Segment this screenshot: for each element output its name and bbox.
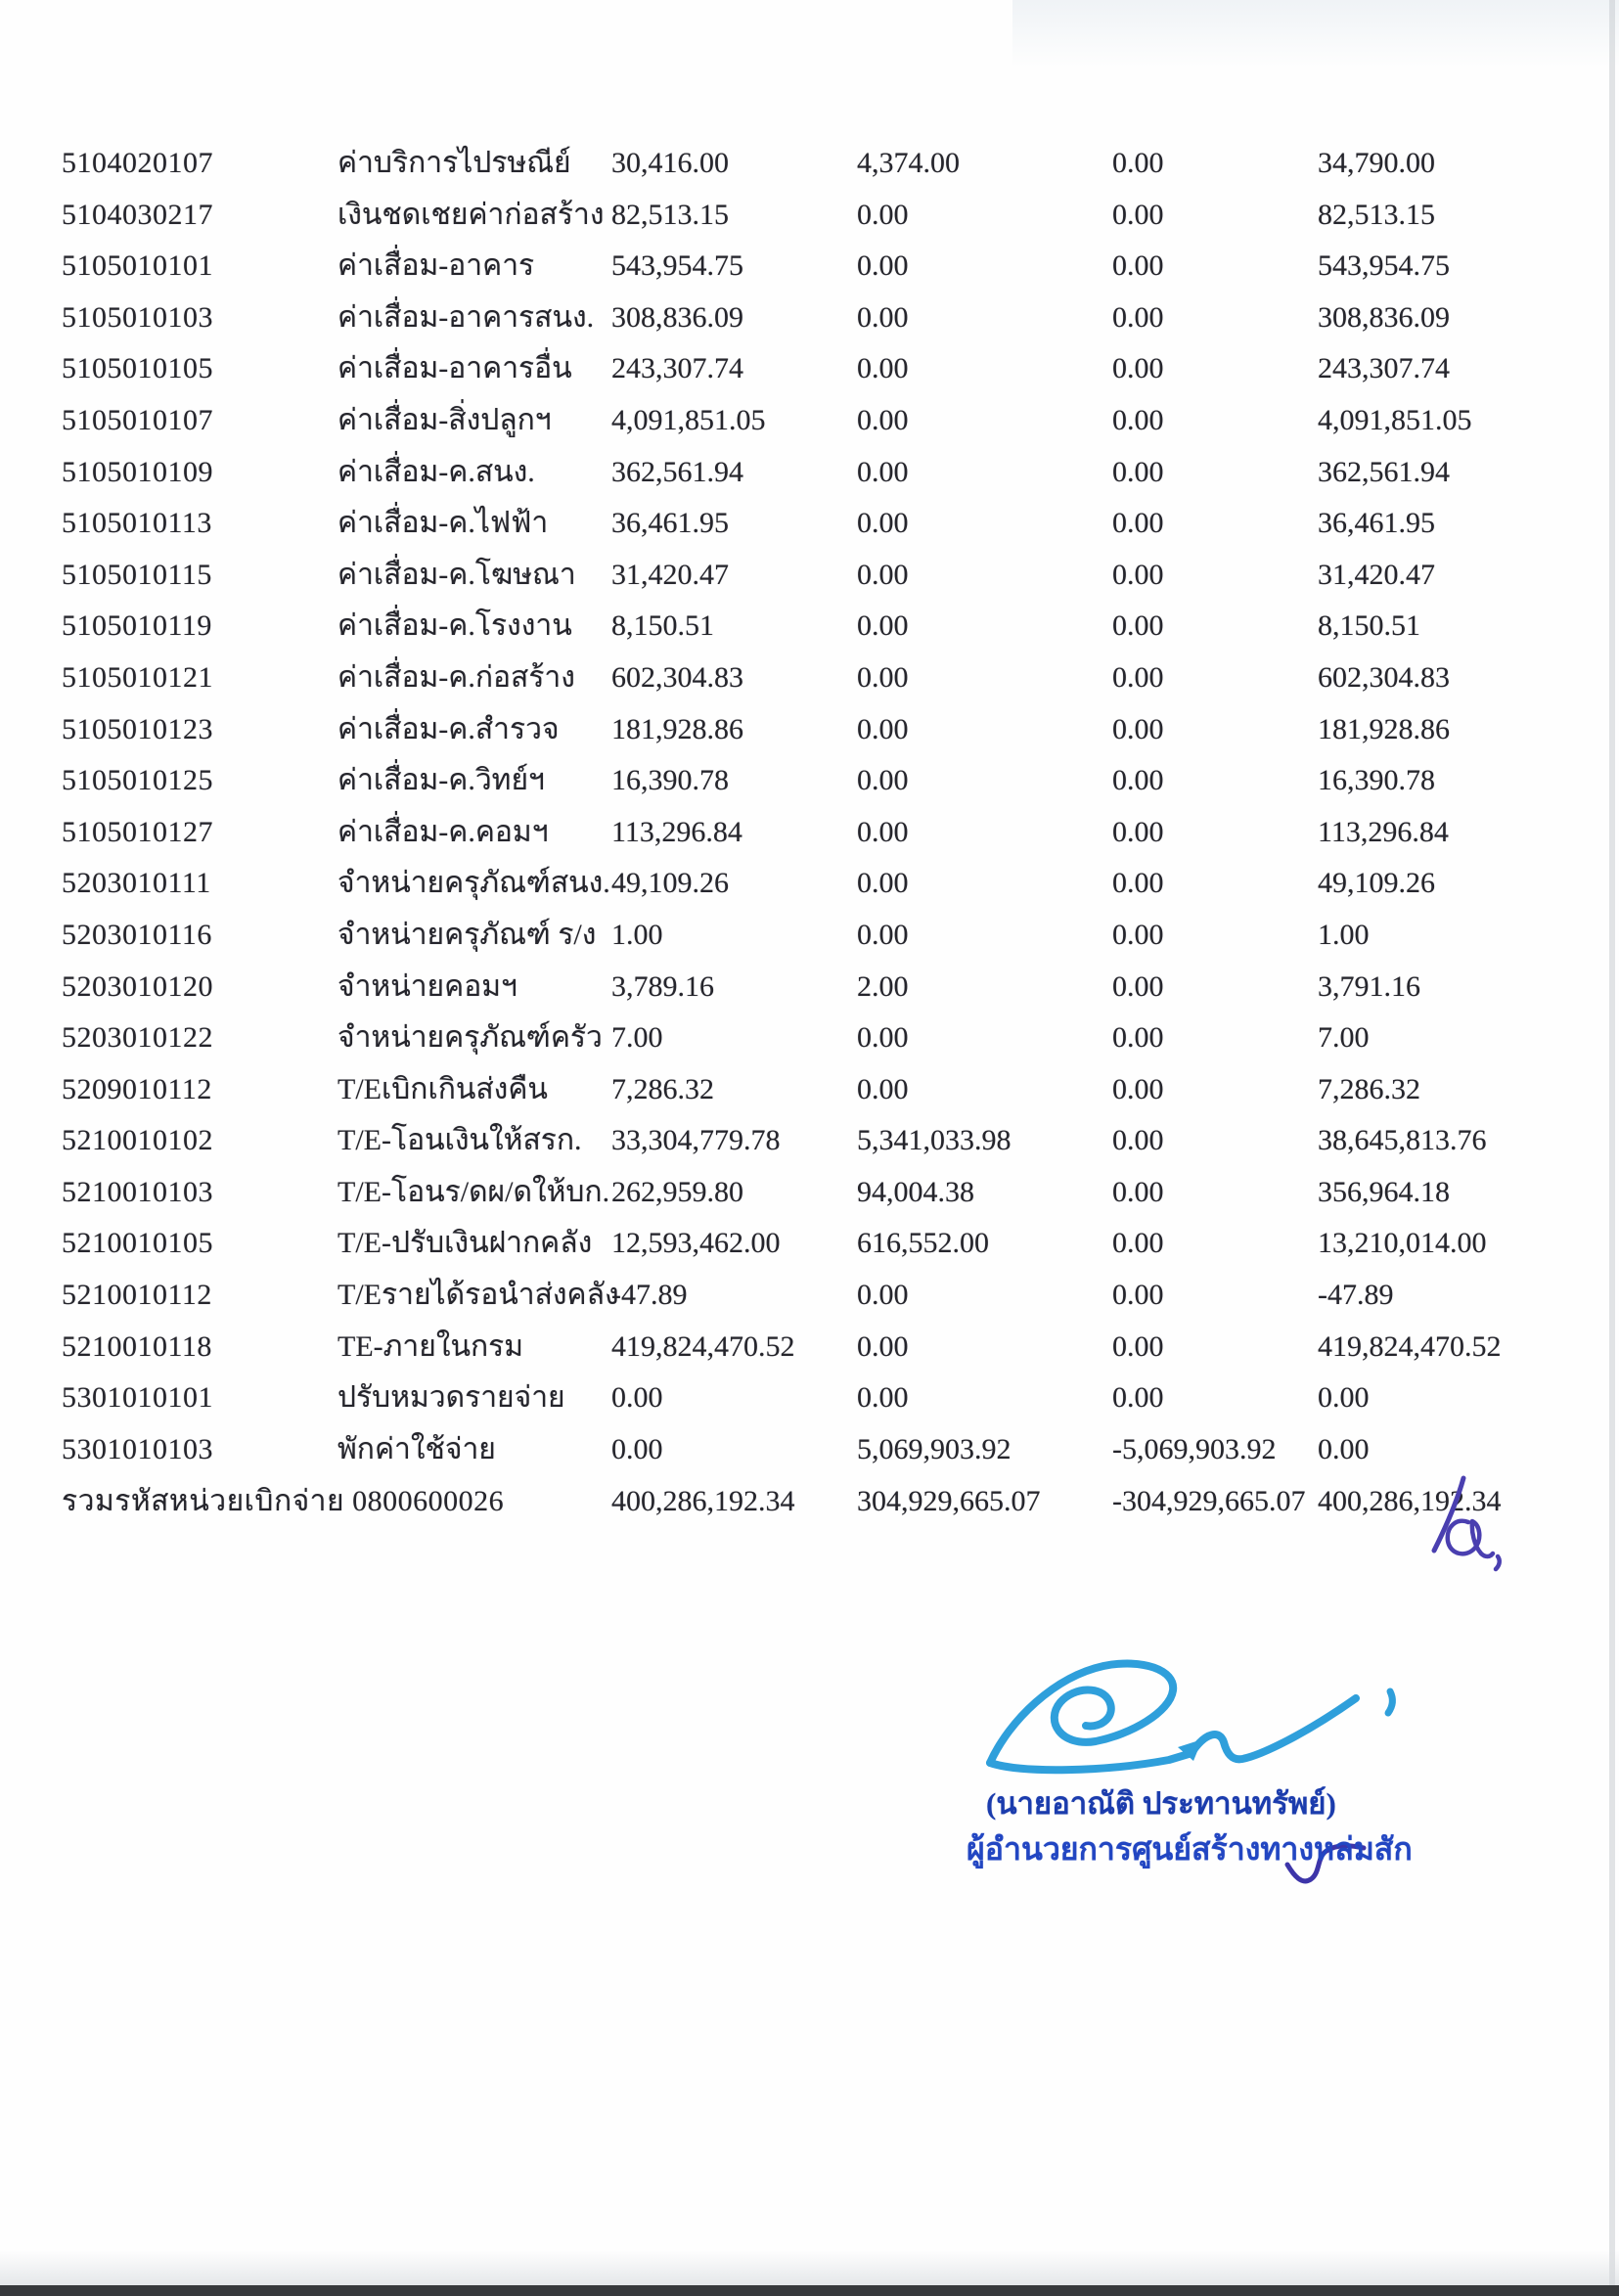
amount-col3: 0.00 — [1112, 1227, 1164, 1260]
amount-col4: 31,420.47 — [1318, 558, 1435, 591]
table-row — [62, 1115, 1607, 1167]
amount-col2: 0.00 — [857, 1021, 909, 1055]
amount-col2: 0.00 — [857, 815, 909, 848]
amount-col1: 602,304.83 — [611, 660, 743, 694]
account-code: 5105010121 — [62, 660, 213, 694]
amount-col2: 4,374.00 — [857, 147, 960, 179]
amount-col1: 362,561.94 — [611, 455, 743, 488]
table-row — [62, 807, 1607, 859]
amount-col3: 0.00 — [1112, 1329, 1164, 1363]
amount-col3: 0.00 — [1112, 660, 1164, 694]
amount-col2: 5,341,033.98 — [857, 1124, 1012, 1157]
amount-col4: 4,091,851.05 — [1318, 403, 1472, 436]
account-code: 5104020107 — [62, 147, 213, 179]
amount-col1: 113,296.84 — [611, 815, 742, 848]
amount-col4: 543,954.75 — [1318, 249, 1450, 283]
table-row — [62, 601, 1607, 653]
account-name: T/E-โอนร/ดผ/ดให้บก. — [337, 1175, 610, 1208]
account-name: ปรับหมวดรายจ่าย — [337, 1381, 565, 1415]
table-row — [62, 1270, 1607, 1322]
amount-col3: 0.00 — [1112, 1279, 1164, 1312]
total-amount-col3: -304,929,665.07 — [1112, 1485, 1306, 1517]
amount-col3: -5,069,903.92 — [1112, 1432, 1277, 1465]
amount-col1: 262,959.80 — [611, 1175, 743, 1208]
amount-col1: 543,954.75 — [611, 249, 743, 283]
amount-col2: 94,004.38 — [857, 1175, 974, 1208]
amount-col2: 0.00 — [857, 660, 909, 694]
amount-col3: 0.00 — [1112, 815, 1164, 848]
table-row — [62, 1373, 1607, 1424]
table-total-row — [62, 1475, 1607, 1527]
table-row — [62, 395, 1607, 447]
amount-col3: 0.00 — [1112, 147, 1164, 179]
table-row — [62, 1322, 1607, 1373]
amount-col1: -47.89 — [611, 1279, 688, 1312]
amount-col1: 4,091,851.05 — [611, 403, 766, 436]
amount-col3: 0.00 — [1112, 507, 1164, 540]
amount-col3: 0.00 — [1112, 1124, 1164, 1157]
account-name: พักค่าใช้จ่าย — [337, 1432, 496, 1465]
amount-col4: 13,210,014.00 — [1318, 1227, 1487, 1260]
amount-col4: 1.00 — [1318, 918, 1370, 951]
amount-col2: 0.00 — [857, 764, 909, 797]
table-row — [62, 704, 1607, 756]
amount-col1: 243,307.74 — [611, 352, 743, 385]
amount-col1: 33,304,779.78 — [611, 1124, 781, 1157]
amount-col1: 419,824,470.52 — [611, 1329, 795, 1363]
account-name: T/Eรายได้รอนำส่งคลัง — [337, 1279, 619, 1312]
table-row — [62, 1013, 1607, 1064]
amount-col2: 0.00 — [857, 1381, 909, 1415]
amount-col4: 181,928.86 — [1318, 712, 1450, 745]
amount-col4: 243,307.74 — [1318, 352, 1450, 385]
amount-col1: 181,928.86 — [611, 712, 743, 745]
amount-col4: 82,513.15 — [1318, 198, 1435, 231]
amount-col3: 0.00 — [1112, 609, 1164, 643]
amount-col4: 0.00 — [1318, 1432, 1370, 1465]
amount-col3: 0.00 — [1112, 558, 1164, 591]
account-code: 5203010116 — [62, 918, 212, 951]
amount-col1: 1.00 — [611, 918, 663, 951]
table-row — [62, 653, 1607, 704]
account-code: 5105010107 — [62, 403, 213, 436]
total-amount-col1: 400,286,192.34 — [611, 1485, 795, 1517]
account-code: 5210010118 — [62, 1329, 212, 1363]
account-code: 5301010103 — [62, 1432, 213, 1465]
account-code: 5210010103 — [62, 1175, 213, 1208]
amount-col2: 0.00 — [857, 918, 909, 951]
table-row — [62, 550, 1607, 602]
amount-col4: 16,390.78 — [1318, 764, 1435, 797]
scan-artifact-right-edge — [1609, 0, 1615, 2285]
account-code: 5105010119 — [62, 609, 212, 643]
account-code: 5105010115 — [62, 558, 212, 591]
account-code: 5210010105 — [62, 1227, 213, 1260]
account-name: ค่าเสื่อม-ค.วิทย์ฯ — [337, 764, 545, 797]
amount-col2: 2.00 — [857, 969, 909, 1003]
amount-col2: 5,069,903.92 — [857, 1432, 1012, 1465]
account-code: 5105010113 — [62, 507, 212, 540]
amount-col3: 0.00 — [1112, 352, 1164, 385]
account-name: จำหน่ายคอมฯ — [337, 969, 517, 1003]
amount-col2: 616,552.00 — [857, 1227, 989, 1260]
account-name: ค่าเสื่อม-ค.โฆษณา — [337, 558, 576, 591]
account-name: ค่าเสื่อม-สิ่งปลูกฯ — [337, 403, 552, 436]
account-name: ค่าเสื่อม-ค.สำรวจ — [337, 712, 560, 745]
amount-col4: 113,296.84 — [1318, 815, 1449, 848]
amount-col3: 0.00 — [1112, 249, 1164, 283]
amount-col1: 36,461.95 — [611, 507, 729, 540]
signer-name: (นายอาณัติ ประทานทรัพย์) — [986, 1786, 1336, 1821]
table-row — [62, 343, 1607, 395]
amount-col3: 0.00 — [1112, 1021, 1164, 1055]
account-name: เงินชดเชยค่าก่อสร้าง — [337, 198, 605, 231]
signature-ink — [990, 1664, 1392, 1771]
amount-col3: 0.00 — [1112, 198, 1164, 231]
account-code: 5105010123 — [62, 712, 213, 745]
account-code: 5105010127 — [62, 815, 213, 848]
account-name: T/Eเบิกเกินส่งคืน — [337, 1072, 548, 1105]
account-name: ค่าเสื่อม-ค.ไฟฟ้า — [337, 507, 549, 540]
amount-col4: -47.89 — [1318, 1279, 1394, 1312]
table-row — [62, 498, 1607, 550]
amount-col3: 0.00 — [1112, 867, 1164, 900]
amount-col1: 30,416.00 — [611, 147, 729, 179]
total-amount-col2: 304,929,665.07 — [857, 1485, 1041, 1517]
total-label: รวมรหัสหน่วยเบิกจ่าย 0800600026 — [62, 1485, 505, 1517]
account-name: TE-ภายในกรม — [337, 1329, 524, 1363]
amount-col3: 0.00 — [1112, 300, 1164, 334]
amount-col1: 3,789.16 — [611, 969, 714, 1003]
account-name: ค่าเสื่อม-อาคาร — [337, 249, 535, 283]
amount-col1: 8,150.51 — [611, 609, 714, 643]
account-name: ค่าเสื่อม-ค.ก่อสร้าง — [337, 660, 575, 694]
amount-col2: 0.00 — [857, 712, 909, 745]
amount-col1: 7.00 — [611, 1021, 663, 1055]
account-table — [62, 138, 1607, 1475]
amount-col2: 0.00 — [857, 609, 909, 643]
amount-col4: 7.00 — [1318, 1021, 1370, 1055]
account-name: จำหน่ายครุภัณฑ์ครัว — [337, 1021, 603, 1055]
amount-col2: 0.00 — [857, 455, 909, 488]
account-code: 5203010111 — [62, 867, 211, 900]
amount-col1: 308,836.09 — [611, 300, 743, 334]
table-row — [62, 910, 1607, 962]
amount-col2: 0.00 — [857, 558, 909, 591]
amount-col2: 0.00 — [857, 867, 909, 900]
table-row — [62, 293, 1607, 344]
amount-col1: 7,286.32 — [611, 1072, 714, 1105]
account-code: 5105010125 — [62, 764, 213, 797]
table-row — [62, 1218, 1607, 1270]
amount-col4: 34,790.00 — [1318, 147, 1435, 179]
amount-col3: 0.00 — [1112, 1175, 1164, 1208]
amount-col2: 0.00 — [857, 198, 909, 231]
amount-col3: 0.00 — [1112, 764, 1164, 797]
amount-col2: 0.00 — [857, 352, 909, 385]
amount-col4: 36,461.95 — [1318, 507, 1435, 540]
amount-col1: 0.00 — [611, 1432, 663, 1465]
account-name: ค่าเสื่อม-อาคารสนง. — [337, 300, 595, 334]
account-name: ค่าบริการไปรษณีย์ — [337, 147, 571, 179]
account-code: 5210010112 — [62, 1279, 212, 1312]
account-code: 5210010102 — [62, 1124, 213, 1157]
amount-col3: 0.00 — [1112, 1381, 1164, 1415]
amount-col4: 3,791.16 — [1318, 969, 1420, 1003]
amount-col2: 0.00 — [857, 1279, 909, 1312]
table-row — [62, 1167, 1607, 1219]
amount-col4: 0.00 — [1318, 1381, 1370, 1415]
account-code: 5105010109 — [62, 455, 213, 488]
amount-col3: 0.00 — [1112, 455, 1164, 488]
amount-col1: 82,513.15 — [611, 198, 729, 231]
account-code: 5203010120 — [62, 969, 213, 1003]
account-name: ค่าเสื่อม-อาคารอื่น — [337, 352, 572, 385]
account-name: T/E-ปรับเงินฝากคลัง — [337, 1227, 593, 1260]
account-code: 5105010103 — [62, 300, 213, 334]
table-row — [62, 1424, 1607, 1476]
table-row — [62, 858, 1607, 910]
account-name: จำหน่ายครุภัณฑ์ ร/ง — [337, 918, 597, 951]
table-row — [62, 138, 1607, 190]
amount-col2: 0.00 — [857, 507, 909, 540]
amount-col2: 0.00 — [857, 403, 909, 436]
amount-col4: 602,304.83 — [1318, 660, 1450, 694]
amount-col4: 38,645,813.76 — [1318, 1124, 1487, 1157]
amount-col2: 0.00 — [857, 249, 909, 283]
amount-col3: 0.00 — [1112, 969, 1164, 1003]
account-name: T/E-โอนเงินให้สรก. — [337, 1124, 582, 1157]
amount-col1: 16,390.78 — [611, 764, 729, 797]
amount-col4: 419,824,470.52 — [1318, 1329, 1502, 1363]
amount-col1: 49,109.26 — [611, 867, 729, 900]
account-name: ค่าเสื่อม-ค.โรงงาน — [337, 609, 572, 643]
account-code: 5104030217 — [62, 198, 213, 231]
table-row — [62, 755, 1607, 807]
account-name: ค่าเสื่อม-ค.คอมฯ — [337, 815, 549, 848]
account-code: 5203010122 — [62, 1021, 213, 1055]
amount-col2: 0.00 — [857, 1072, 909, 1105]
amount-col4: 356,964.18 — [1318, 1175, 1450, 1208]
table-row — [62, 1064, 1607, 1116]
amount-col1: 0.00 — [611, 1381, 663, 1415]
account-name: จำหน่ายครุภัณฑ์สนง. — [337, 867, 610, 900]
amount-col4: 7,286.32 — [1318, 1072, 1420, 1105]
table-row — [62, 962, 1607, 1013]
amount-col3: 0.00 — [1112, 918, 1164, 951]
table-row — [62, 241, 1607, 293]
amount-col1: 31,420.47 — [611, 558, 729, 591]
amount-col2: 0.00 — [857, 1329, 909, 1363]
table-row — [62, 190, 1607, 242]
amount-col3: 0.00 — [1112, 1072, 1164, 1105]
account-code: 5105010105 — [62, 352, 213, 385]
scan-artifact-top-right — [1012, 0, 1619, 68]
account-code: 5209010112 — [62, 1072, 212, 1105]
signer-title: ผู้อำนวยการศูนย์สร้างทางหล่มสัก — [967, 1831, 1413, 1867]
table-row — [62, 447, 1607, 499]
scan-edge-bottom — [0, 2285, 1619, 2296]
amount-col4: 49,109.26 — [1318, 867, 1435, 900]
amount-col1: 12,593,462.00 — [611, 1227, 781, 1260]
amount-col4: 362,561.94 — [1318, 455, 1450, 488]
amount-col4: 8,150.51 — [1318, 609, 1420, 643]
account-code: 5301010101 — [62, 1381, 213, 1415]
amount-col2: 0.00 — [857, 300, 909, 334]
amount-col3: 0.00 — [1112, 403, 1164, 436]
amount-col3: 0.00 — [1112, 712, 1164, 745]
scan-artifact-bottom-band — [0, 2250, 1619, 2285]
account-code: 5105010101 — [62, 249, 213, 283]
account-name: ค่าเสื่อม-ค.สนง. — [337, 455, 535, 488]
total-amount-col4: 400,286,192.34 — [1318, 1485, 1502, 1517]
amount-col4: 308,836.09 — [1318, 300, 1450, 334]
